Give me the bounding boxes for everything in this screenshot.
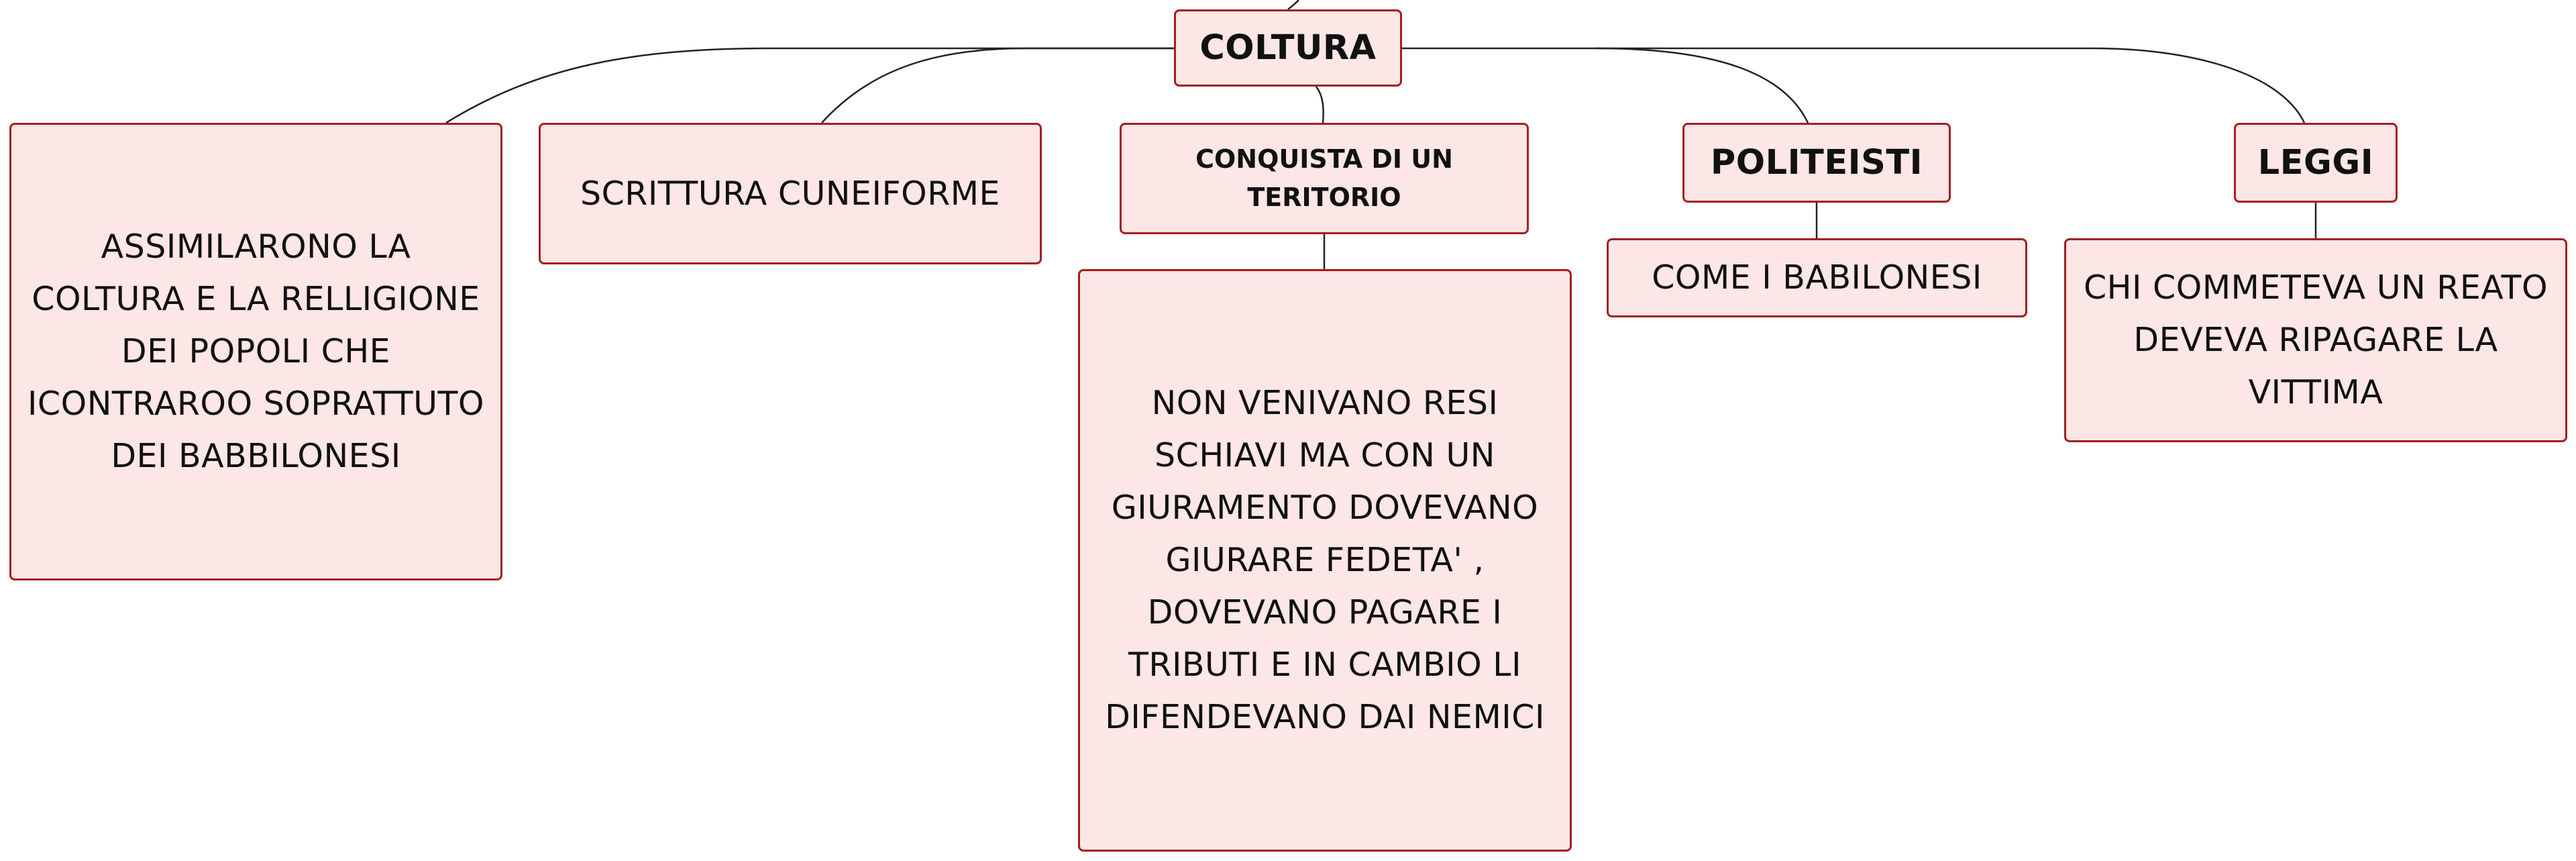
node-leggi[interactable] [2234, 123, 2398, 203]
node-leggi-label: LEGGI [2257, 143, 2374, 183]
node-politeisti-detail[interactable] [1607, 238, 2027, 317]
node-conquista-label: CONQUISTA DI UN TERITORIO [1195, 144, 1453, 212]
connector-root-to-conquista [1316, 87, 1324, 123]
root-node-coltura[interactable] [1174, 9, 1402, 87]
connector-root-to-parent [1288, 0, 1299, 9]
connector-root-to-assimilarono [446, 48, 1174, 123]
connector-root-to-leggi [1597, 48, 2304, 123]
connector-root-to-politeisti [1402, 48, 1808, 123]
node-conquista-detail[interactable] [1078, 269, 1572, 852]
node-assimilarono-text: ASSIMILARONO LA COLTURA E LA RELLIGIONE DEI POPOLI CHE ICONTRAROO SOPRATTUTO DEI BABBILONESI [27, 227, 485, 475]
connector-root-to-scrittura [822, 48, 1174, 123]
node-assimilarono[interactable] [9, 123, 502, 580]
node-conquista-territorio[interactable] [1120, 123, 1529, 234]
node-politeisti[interactable] [1682, 123, 1951, 203]
root-node-label: COLTURA [1199, 28, 1377, 68]
node-scrittura-cuneiforme[interactable] [539, 123, 1042, 264]
node-leggi-detail[interactable] [2064, 238, 2567, 442]
node-politeisti-label: POLITEISTI [1710, 143, 1923, 183]
node-politeisti-detail-text: COME I BABILONESI [1652, 258, 1982, 297]
node-conquista-detail-text: NON VENIVANO RESI SCHIAVI MA CON UN GIURAMENTO DOVEVANO GIURARE FEDETA' , DOVEVANO PAGARE I TRIBUTI E IN CAMBIO LI DIFENDEVANO DAI NEMICI [1105, 384, 1545, 736]
node-scrittura-text: SCRITTURA CUNEIFORME [580, 174, 1001, 213]
node-leggi-detail-text: CHI COMMETEVA UN REATO DEVEVA RIPAGARE LA VITTIMA [2083, 268, 2548, 411]
